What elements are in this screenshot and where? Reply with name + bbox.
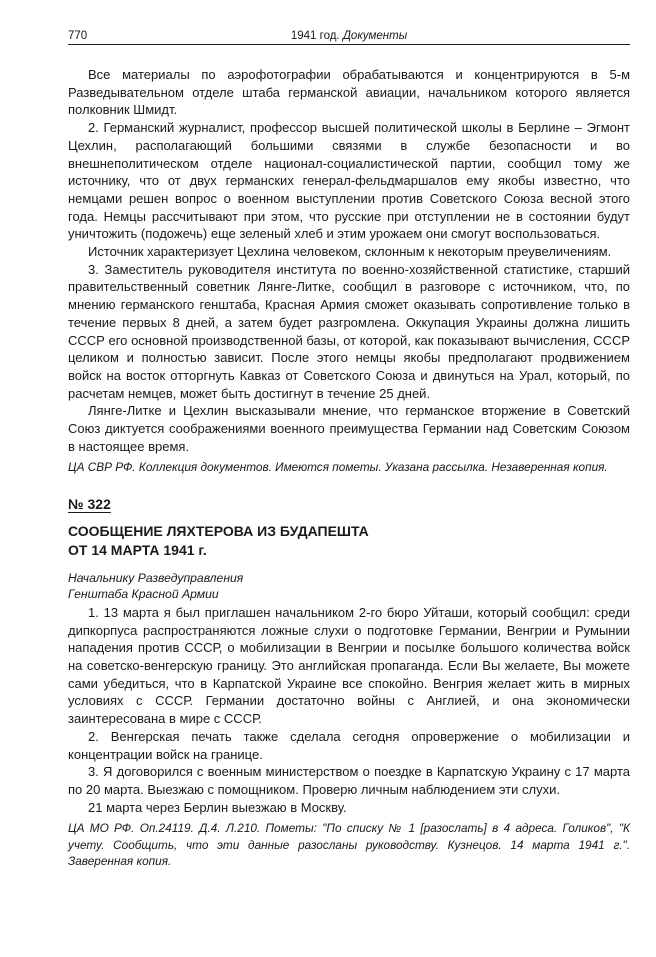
paragraph: 2. Венгерская печать также сделала сегодня опровержение о мобилизации и концентрации войск на границе. [68, 728, 630, 762]
paragraph: Лянге-Литке и Цехлин высказывали мнение, что германское вторжение в Советский Союз диктуется соображениями военного преимущества Германии над Советским Союзом в настоящее время. [68, 403, 630, 454]
paragraph: 3. Заместитель руководителя института по военно-хозяйственной статистике, старший правительственный советник Лянге-Литке, сообщил в разговоре с источником, что, по мнению германского генштаба, Красная Армия сможет оказывать сопротивление только в течение первых 8 дней, а затем будет разгромлена. Оккупация Украины должна лишить СССР его основной производственной базы, от которой, как показывают вычисления, СССР целиком и полностью зависит. После этого немцы якобы предполагают продвижением войск на восток отторгнуть Кавказ от Советского Союза и двинуться на Урал, который, по расчетам немцев, может быть достигнут в течение 25 дней. [68, 261, 630, 401]
page-number: 770 [68, 30, 88, 42]
archive-source-note: ЦА МО РФ. Оп.24119. Д.4. Л.210. Пометы: "По списку № 1 [разослать] в 4 адреса. Голиков", "К учету. Сообщить, что эти данные разосланы руководству. Кузнецов. 14 марта 1941 г.". Заверенная копия. [68, 821, 630, 869]
paragraph: 1. 13 марта я был приглашен начальником 2-го бюро Уйташи, который сообщил: среди дипкорпуса распространяются ложные слухи о подготовке Германии, Венгрии и Румынии нападения против СССР, о мобилизации в Венгрии и посылке большого количества войск на советско-венгерскую границу. Это английская пропаганда. Если Вы желаете, Вы можете сами убедиться, что в Карпатской Украине все спокойно. Венгрия желает жить в мирных условиях с СССР. Германии достаточно войны с Англией, и она экономически заинтересована в мире с СССР. [68, 604, 630, 727]
document-body [68, 604, 630, 816]
paragraph: 3. Я договорился с военным министерством о поездке в Карпатскую Украину с 17 марта по 20 марта. Выезжаю с помощником. Проверю личным наблюдением эти слухи. [68, 764, 630, 797]
running-title: 1941 год. Документы [290, 30, 408, 42]
paragraph: Все материалы по аэрофотографии обрабатываются и концентрируются в 5-м Разведывательном отделе штаба германской авиации, начальником которого является полковник Шмидт. [68, 67, 630, 118]
document-number: № 322 [68, 495, 111, 512]
paragraph: 21 марта через Берлин выезжаю в Москву. [88, 799, 347, 815]
paragraph: 2. Германский журналист, профессор высшей политической школы в Берлине – Эгмонт Цехлин, располагающий большими связями в службе безопасности и во внешнеполитическом отделе национал-социалистической партии, сообщил тому же источнику, что от двух германских генерал-фельдмаршалов ему якобы известно, что немцами решен вопрос о военном выступлении против Советского Союза весной этого года. Немцы рассчитывают при этом, что русские при отступлении не в состоянии будут уничтожить (подожечь) еще зеленый хлеб и этим урожаем они смогут воспользоваться. [68, 120, 630, 242]
archive-source-note: ЦА СВР РФ. Коллекция документов. Имеются пометы. Указана рассылка. Незаверенная копия. [68, 460, 608, 475]
page-content [68, 66, 630, 870]
document-title: СООБЩЕНИЕ ЛЯХТЕРОВА ИЗ БУДАПЕШТА ОТ 14 МАРТА 1941 г. [68, 522, 369, 558]
document-addressee: Начальнику Разведуправления Генштаба Красной Армии [68, 570, 244, 601]
running-header [68, 30, 630, 45]
paragraph: Источник характеризует Цехлина человеком, склонным к некоторым преувеличениям. [88, 244, 612, 260]
